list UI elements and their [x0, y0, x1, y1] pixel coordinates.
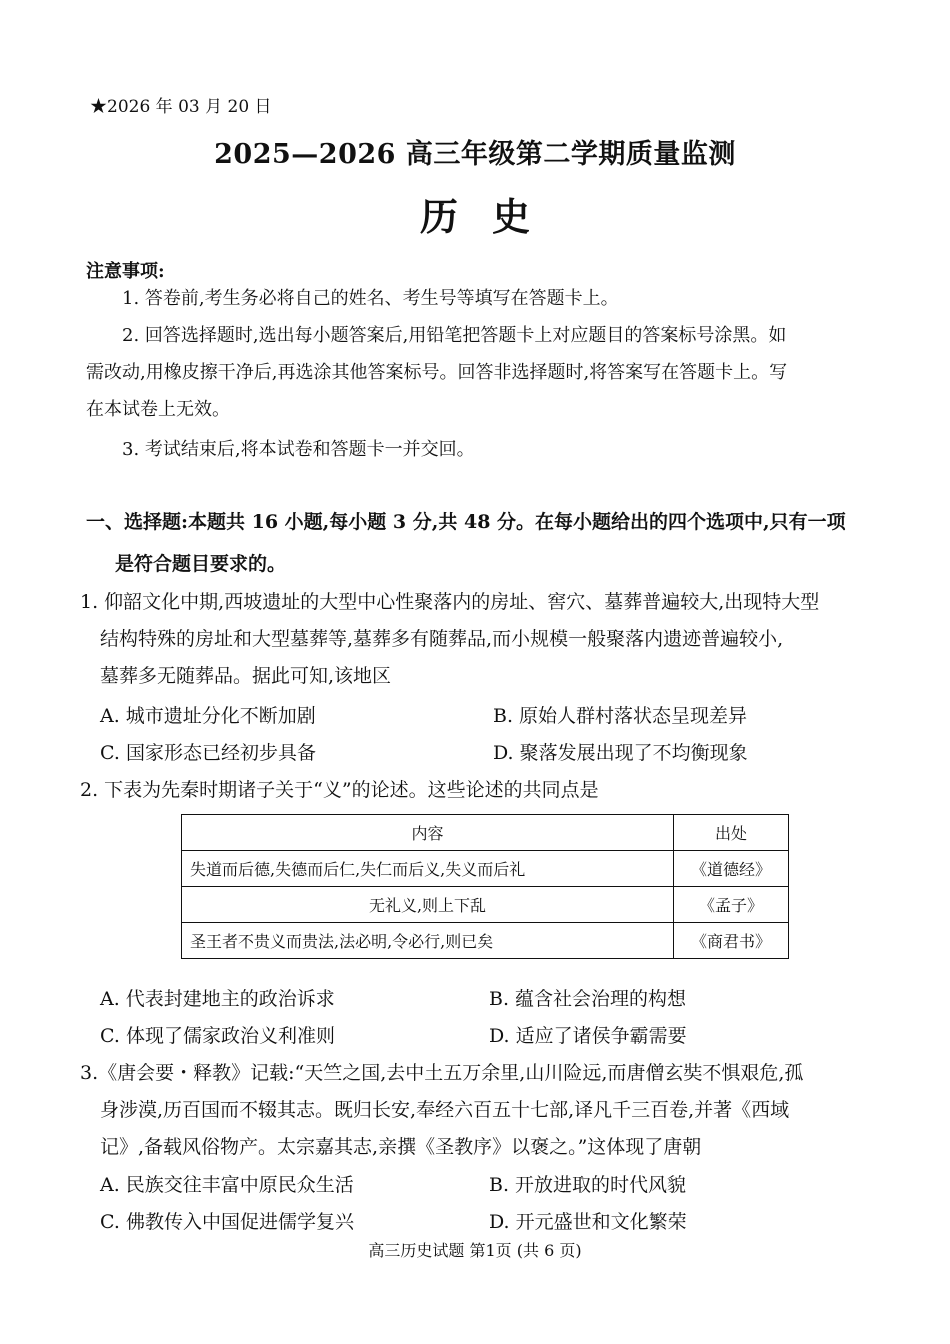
q1-stem-line-1: 1. 仰韶文化中期,西坡遗址的大型中心性聚落内的房址、窖穴、墓葬普遍较大,出现特大型: [80, 591, 820, 613]
table-row: [182, 923, 789, 959]
q3-stem-line-1: 3.《唐会要・释教》记载:“天竺之国,去中土五万余里,山川险远,而唐僧玄奘不惧艰危,孤: [80, 1062, 804, 1084]
section-heading: 一、选择题:本题共 16 小题,每小题 3 分,共 48 分。在每小题给出的四个选项中,只有一项: [86, 511, 846, 533]
exam-title: 2025—2026 高三年级第二学期质量监测: [214, 139, 736, 170]
q1-option-a: A. 城市遗址分化不断加剧: [100, 705, 316, 727]
q1-option-c: C. 国家形态已经初步具备: [100, 742, 316, 764]
q3-option-d: D. 开元盛世和文化繁荣: [489, 1211, 687, 1233]
table-header-source: 出处: [674, 815, 789, 851]
table-cell-source: 《商君书》: [674, 923, 789, 959]
notice-item-2-line-1: 2. 回答选择题时,选出每小题答案后,用铅笔把答题卡上对应题目的答案标号涂黑。如: [122, 325, 787, 346]
q1-stem-line-3: 墓葬多无随葬品。据此可知,该地区: [100, 665, 392, 687]
notice-item-2-line-2: 需改动,用橡皮擦干净后,再选涂其他答案标号。回答非选择题时,将答案写在答题卡上。写: [86, 362, 788, 383]
table-cell-content: 无礼义,则上下乱: [182, 887, 674, 923]
q2-table: [181, 814, 789, 959]
q2-option-c: C. 体现了儒家政治义利准则: [100, 1025, 335, 1047]
q3-stem-line-2: 身涉漠,历百国而不辍其志。既归长安,奉经六百五十七部,译凡千三百卷,并著《西域: [100, 1099, 790, 1121]
table-row: [182, 887, 789, 923]
table-cell-source: 《道德经》: [674, 851, 789, 887]
notice-item-1: 1. 答卷前,考生务必将自己的姓名、考生号等填写在答题卡上。: [122, 288, 619, 309]
q3-option-a: A. 民族交往丰富中原民众生活: [100, 1174, 354, 1196]
table-cell-content: 圣王者不贵义而贵法,法必明,令必行,则已矣: [182, 923, 674, 959]
notice-item-3: 3. 考试结束后,将本试卷和答题卡一并交回。: [122, 439, 475, 460]
table-cell-source: 《孟子》: [674, 887, 789, 923]
q2-option-a: A. 代表封建地主的政治诉求: [100, 988, 335, 1010]
q1-option-d: D. 聚落发展出现了不均衡现象: [493, 742, 748, 764]
table-header-content: 内容: [182, 815, 674, 851]
q2-option-d: D. 适应了诸侯争霸需要: [489, 1025, 687, 1047]
q1-stem-line-2: 结构特殊的房址和大型墓葬等,墓葬多有随葬品,而小规模一般聚落内遗迹普遍较小,: [100, 628, 784, 650]
page-footer: 高三历史试题 第1页 (共 6 页): [368, 1241, 582, 1260]
q2-option-b: B. 蕴含社会治理的构想: [489, 988, 687, 1010]
section-heading-cont: 是符合题目要求的。: [115, 553, 287, 575]
notice-item-2-line-3: 在本试卷上无效。: [86, 399, 230, 420]
notice-title: 注意事项:: [86, 261, 165, 282]
table-row: [182, 851, 789, 887]
q3-stem-line-3: 记》,备载风俗物产。太宗嘉其志,亲撰《圣教序》以褒之。”这体现了唐朝: [100, 1136, 702, 1158]
exam-date: ★2026 年 03 月 20 日: [90, 97, 272, 117]
table-header-row: [182, 815, 789, 851]
q3-option-b: B. 开放进取的时代风貌: [489, 1174, 687, 1196]
table-cell-content: 失道而后德,失德而后仁,失仁而后义,失义而后礼: [182, 851, 674, 887]
q3-option-c: C. 佛教传入中国促进儒学复兴: [100, 1211, 354, 1233]
q1-option-b: B. 原始人群村落状态呈现差异: [493, 705, 748, 727]
subject-title: 历史: [419, 194, 564, 239]
q2-stem: 2. 下表为先秦时期诸子关于“义”的论述。这些论述的共同点是: [80, 779, 599, 801]
